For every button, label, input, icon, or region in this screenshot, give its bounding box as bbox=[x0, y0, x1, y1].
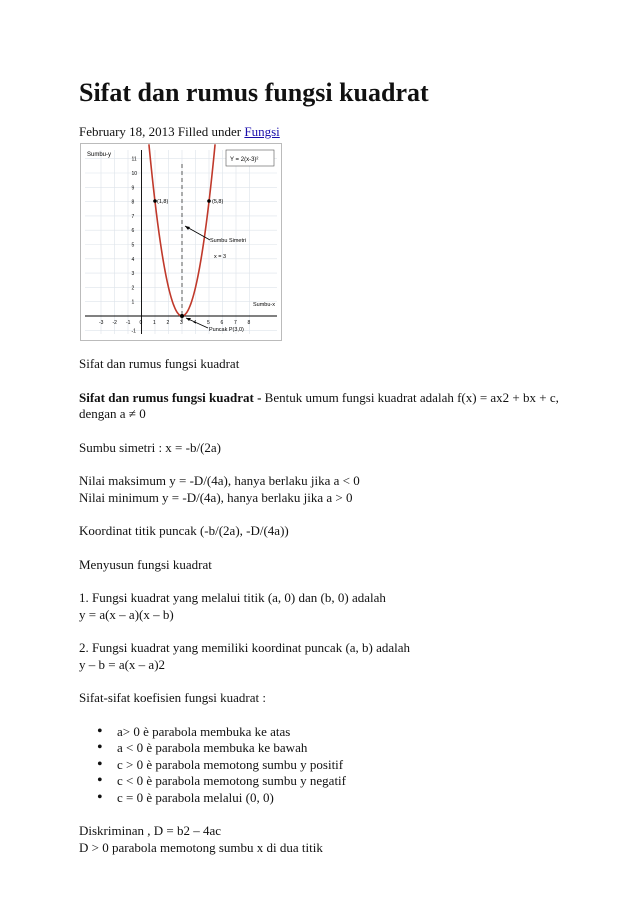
point-right-label: (5,8) bbox=[212, 199, 224, 205]
definition-bold: Sifat dan rumus fungsi kuadrat - bbox=[79, 389, 262, 405]
y-tick-label: 1 bbox=[131, 299, 135, 306]
y-tick-label: 10 bbox=[131, 171, 138, 177]
y-tick-label: 3 bbox=[131, 271, 135, 278]
symmetry-arrowhead bbox=[185, 226, 190, 230]
definition-paragraph: Sifat dan rumus fungsi kuadrat - Bentuk umum fungsi kuadrat adalah f(x) = ax2 + bx + c, dengan a ≠ 0 bbox=[79, 389, 559, 421]
parabola-graph bbox=[81, 144, 281, 340]
point-left-label: (1,8) bbox=[157, 199, 169, 205]
y-tick-label: 2 bbox=[131, 285, 135, 292]
y-tick-label: 9 bbox=[131, 185, 135, 192]
post-meta bbox=[79, 124, 280, 140]
compose-item-2: 2. Fungsi kuadrat yang memiliki koordinat puncak (a, b) adalah y – b = a(x – a)2 bbox=[79, 640, 411, 672]
symmetry-paragraph: Sumbu simetri : x = -b/(2a) bbox=[79, 439, 222, 455]
vertex-label: Puncak P(3,0) bbox=[209, 327, 244, 333]
coefficient-list bbox=[79, 724, 579, 807]
x-axis-label: Sumbu-x bbox=[253, 302, 276, 308]
list-item: • a> 0 è parabola membuka ke atas bbox=[117, 724, 579, 741]
post-body bbox=[79, 356, 579, 873]
list-item: • c < 0 è parabola memotong sumbu y negatif bbox=[117, 773, 579, 790]
compose-item-1: 1. Fungsi kuadrat yang melalui titik (a, 0) dan (b, 0) adalah y = a(x – a)(x – b) bbox=[79, 590, 386, 622]
category-link[interactable]: Fungsi bbox=[244, 124, 280, 139]
graph-axes bbox=[85, 150, 277, 334]
x-tick-label: 7 bbox=[234, 320, 237, 326]
coefficient-heading: Sifat-sifat koefisien fungsi kuadrat : bbox=[79, 690, 267, 705]
x-tick-label: 0 bbox=[139, 320, 143, 326]
y-tick-label: 11 bbox=[131, 156, 137, 163]
symmetry-equation: x = 3 bbox=[214, 254, 227, 260]
y-tick-label: 4 bbox=[131, 256, 135, 263]
compose-heading: Menyusun fungsi kuadrat bbox=[79, 556, 212, 572]
intro-paragraph: Sifat dan rumus fungsi kuadrat bbox=[79, 356, 240, 371]
list-item: • c > 0 è parabola memotong sumbu y positif bbox=[117, 757, 579, 774]
x-tick-label: 4 bbox=[193, 320, 197, 326]
list-item: • a < 0 è parabola membuka ke bawah bbox=[117, 740, 579, 757]
x-tick-label: 3 bbox=[180, 320, 183, 326]
x-tick-label: -2 bbox=[112, 320, 117, 326]
y-tick-label: 8 bbox=[131, 199, 135, 206]
post-title: Sifat dan rumus fungsi kuadrat bbox=[79, 78, 429, 107]
post-date: February 18, 2013 Filled under bbox=[79, 124, 245, 139]
parabola-figure bbox=[80, 143, 282, 341]
x-tick-label: 5 bbox=[207, 320, 210, 326]
y-tick-label: 7 bbox=[131, 213, 135, 220]
y-axis-label: Sumbu-y bbox=[87, 152, 112, 158]
x-tick-label: 8 bbox=[247, 320, 251, 326]
y-tick-label: 5 bbox=[131, 242, 135, 249]
graph-grid bbox=[85, 150, 277, 334]
x-tick-label: 1 bbox=[153, 320, 156, 326]
y-tick-label: -1 bbox=[131, 328, 136, 335]
x-tick-label: 6 bbox=[220, 320, 224, 326]
list-item: • c = 0 è parabola melalui (0, 0) bbox=[117, 790, 579, 807]
vertex-point bbox=[180, 314, 184, 318]
extreme-paragraph: Nilai maksimum y = -D/(4a), hanya berlaku jika a < 0 Nilai minimum y = -D/(4a), hanya berlaku jika a > 0 bbox=[79, 473, 360, 505]
x-tick-label: -1 bbox=[126, 320, 131, 326]
vertex-paragraph: Koordinat titik puncak (-b/(2a), -D/(4a)) bbox=[79, 523, 289, 538]
point-right bbox=[207, 199, 211, 203]
y-tick-label: 6 bbox=[131, 228, 135, 235]
symmetry-note: Sumbu Simetri bbox=[210, 238, 247, 244]
equation-label: Y = 2(x-3)² bbox=[230, 157, 259, 163]
x-tick-label: -3 bbox=[99, 320, 104, 326]
discriminant-paragraph: Diskriminan , D = b2 – 4ac D > 0 parabola memotong sumbu x di dua titik bbox=[79, 823, 323, 855]
x-tick-label: 2 bbox=[166, 320, 170, 326]
